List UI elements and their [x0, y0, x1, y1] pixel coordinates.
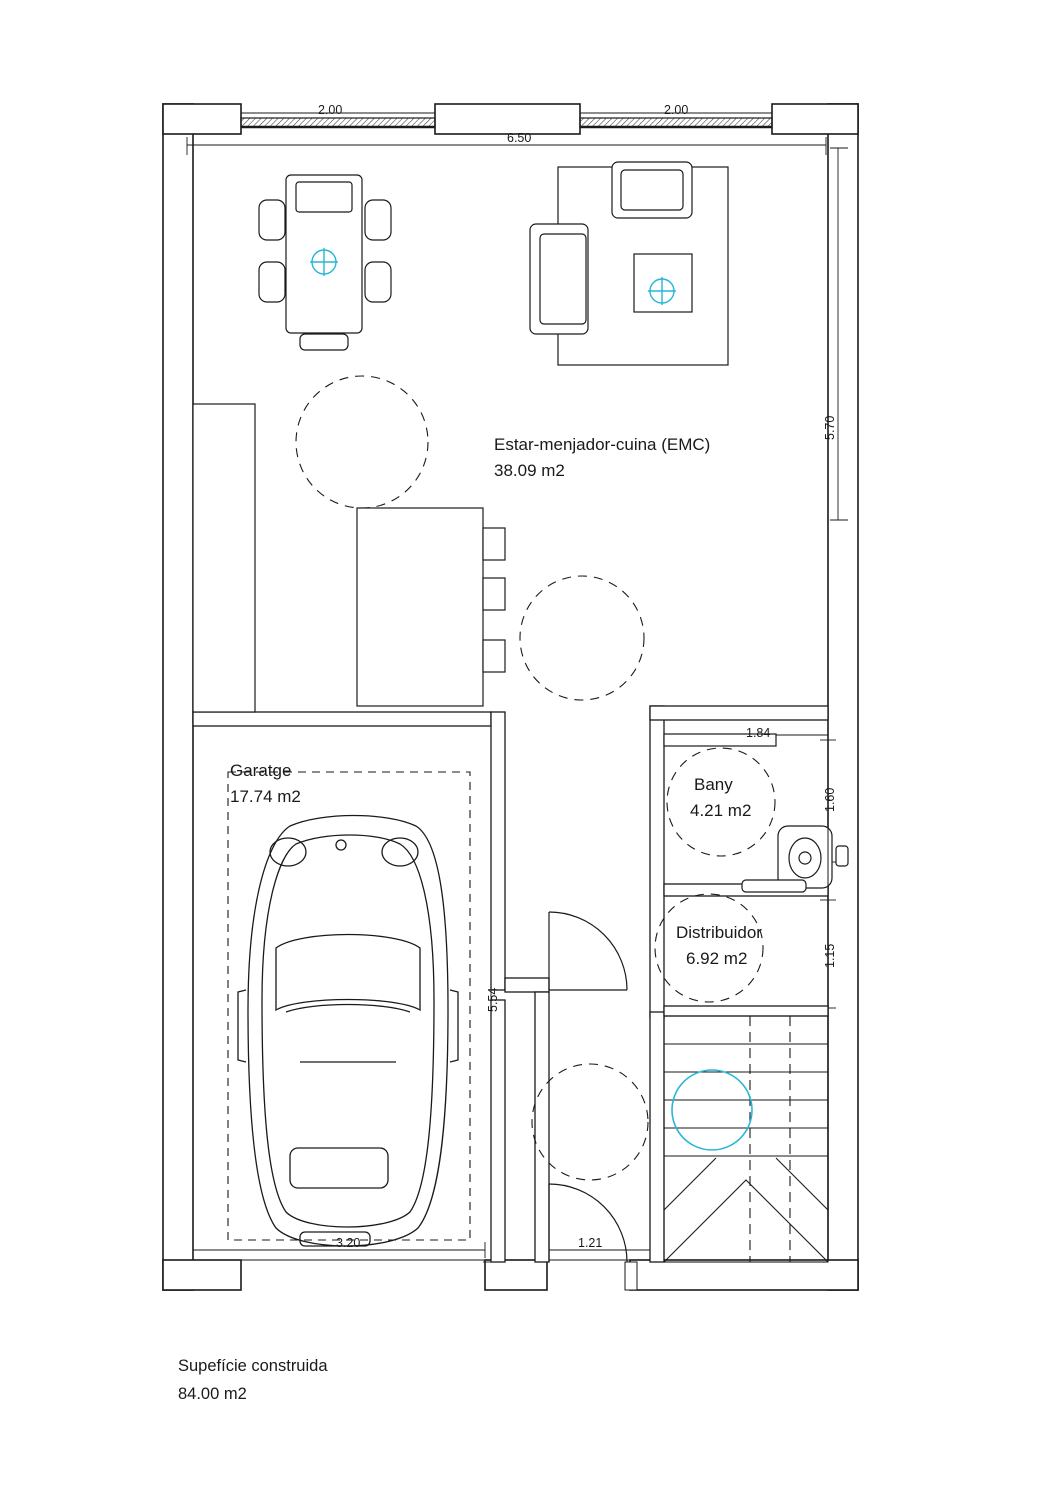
dimension-door-distribuidor: 1.21 — [578, 1236, 603, 1250]
dimension-window-right: 2.00 — [664, 103, 689, 117]
dimension-emc-depth: 5.70 — [823, 415, 837, 440]
room-label-bany-area: 4.21 m2 — [690, 801, 752, 820]
dimension-bany-width: 1.84 — [746, 726, 771, 740]
dimension-facade: 6.50 — [507, 131, 532, 145]
room-label-garatge-area: 17.74 m2 — [230, 787, 301, 806]
dimension-window-left: 2.00 — [318, 103, 343, 117]
total-area-value: 84.00 m2 — [178, 1385, 247, 1403]
total-area-label: Supefície construida — [178, 1357, 328, 1375]
room-label-emc-area: 38.09 m2 — [494, 461, 565, 480]
car-symbol — [238, 816, 458, 1247]
dimension-distribuidor-depth: 1.15 — [823, 943, 837, 968]
room-label-emc-name: Estar-menjador-cuina (EMC) — [494, 435, 711, 454]
dimension-garage-door: 3.20 — [336, 1236, 361, 1250]
dining-table-group — [259, 175, 391, 350]
room-label-distribuidor-area: 6.92 m2 — [686, 949, 748, 968]
kitchen-units — [193, 404, 505, 712]
living-room-furniture — [530, 162, 728, 365]
door-swings — [549, 912, 627, 1262]
room-label-bany-name: Bany — [694, 775, 733, 794]
staircase — [664, 1016, 828, 1262]
room-label-garatge-name: Garatge — [230, 761, 292, 780]
dimension-bany-depth: 1.60 — [823, 787, 837, 812]
dimension-garage-length: 5.54 — [486, 987, 500, 1012]
room-label-distribuidor-name: Distribuidor — [676, 923, 762, 942]
